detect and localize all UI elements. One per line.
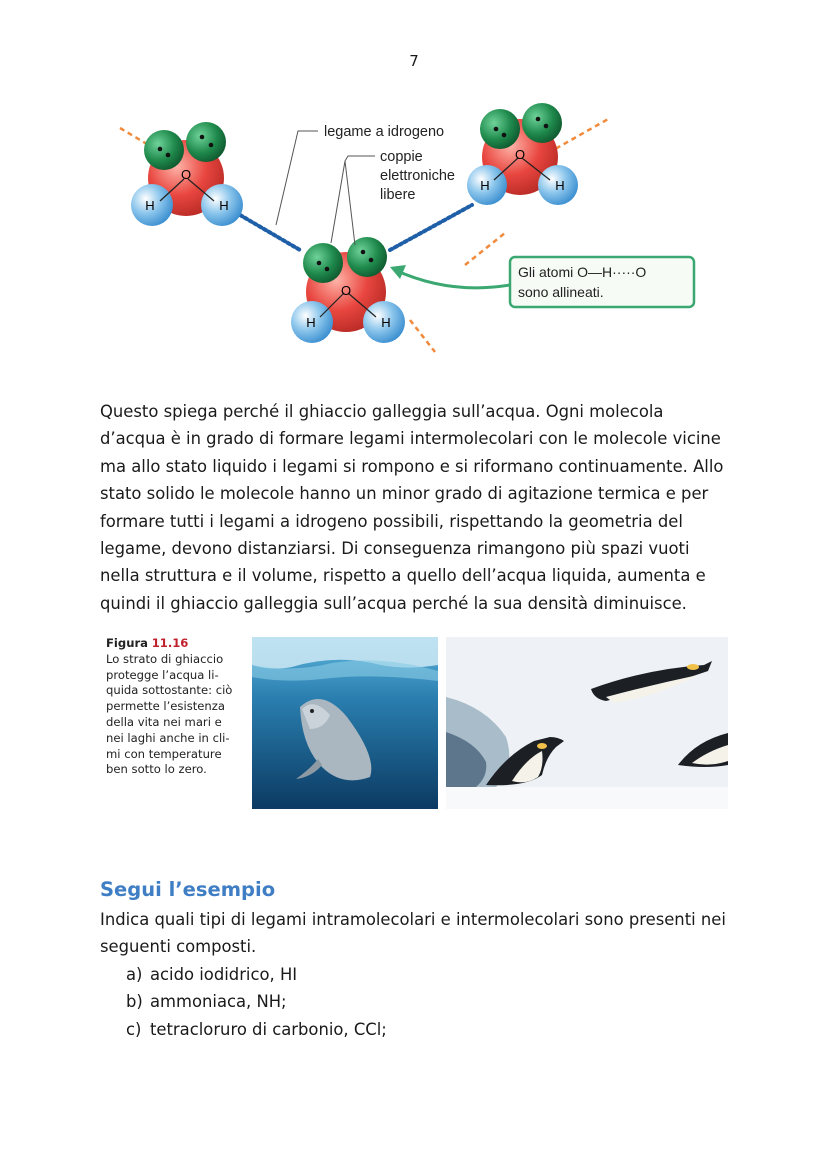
caption-line: protegge l’acqua li- (106, 667, 219, 682)
callout-text: sono allineati. (518, 284, 604, 300)
page-number: 7 (409, 52, 419, 70)
water-molecule (131, 122, 243, 226)
water-molecule (291, 237, 405, 343)
list-item-text: tetracloruro di carbonio, CCl; (150, 1019, 387, 1039)
hydrogen-bond-line (390, 205, 472, 250)
callout-text: Gli atomi O—H·····O (518, 264, 647, 280)
lone-pairs-label: libere (380, 187, 416, 203)
lone-pairs-label: coppie (380, 149, 423, 165)
svg-text:H: H (306, 315, 316, 330)
hydrogen-bond-label: legame a idrogeno (324, 124, 445, 140)
svg-text:H: H (219, 198, 229, 213)
list-marker: c) (126, 1019, 142, 1039)
hydrogen-bond-leader (276, 131, 318, 225)
list-item-text: acido iodidrico, HI (150, 965, 298, 984)
svg-text:H: H (381, 315, 391, 330)
hydrogen-bond-line (240, 215, 300, 250)
penguins-on-ice-photo (446, 637, 728, 809)
figure-number: 11.16 (151, 636, 189, 650)
list-item (126, 988, 387, 1015)
figure-11-16 (100, 634, 728, 810)
bond-line (465, 233, 505, 265)
callout-arrow (395, 270, 510, 288)
svg-text:H: H (480, 178, 490, 193)
list-marker: b) (126, 992, 143, 1012)
caption-line: ben sotto lo zero. (106, 762, 207, 777)
list-marker: a) (126, 965, 143, 984)
lone-pairs-label: elettroniche (380, 168, 455, 184)
caption-line: quida sottostante: ciò (106, 683, 233, 698)
figure-caption (106, 636, 240, 778)
caption-line: della vita nei mari e (106, 714, 222, 729)
figure-label: Figura (106, 636, 148, 650)
exercise-instruction: Indica quali tipi di legami intramolecolari e intermolecolari sono presenti nei seguenti composti. (100, 910, 726, 957)
body-paragraph: Questo spiega perché il ghiaccio galleggia sull’acqua. Ogni molecola d’acqua è in grado di formare legami intermolecolari con le molecole vicine ma allo stato liquido i legami si rompono e si riformano continuamente. Allo stato solido le molecole hanno un minor grado di agitazione termica e per formare tutti i legami a idrogeno possibili, rispettando la geometria del legame, devono distanziarsi. Di conseguenza rimangono più spazi vuoti nella struttura e il volume, rispetto a quello dell’acqua liquida, aumenta e quindi il ghiaccio galleggia sull’acqua perché la sua densità diminuisce. (100, 402, 724, 613)
caption-line: mi con temperature (106, 746, 222, 761)
list-item (126, 1016, 387, 1043)
water-molecule (467, 103, 578, 205)
lone-pair-leader (331, 161, 355, 245)
svg-text:O: O (340, 283, 352, 298)
svg-text:H: H (555, 178, 565, 193)
svg-text:O: O (514, 147, 526, 162)
list-item-text: ammoniaca, NH; (150, 992, 287, 1012)
lone-pair-leader-top (345, 156, 375, 161)
caption-line: nei laghi anche in cli- (106, 730, 230, 745)
bond-line (410, 320, 435, 352)
svg-text:O: O (180, 167, 192, 182)
caption-line: permette l’esistenza (106, 699, 225, 714)
exercise-list (126, 961, 387, 1043)
caption-line: Lo strato di ghiaccio (106, 651, 224, 666)
seal-under-ice-photo (252, 637, 438, 809)
list-item (126, 961, 387, 988)
hydrogen-bond-diagram (100, 95, 720, 365)
section-title: Segui l’esempio (100, 878, 276, 901)
svg-text:H: H (145, 198, 155, 213)
